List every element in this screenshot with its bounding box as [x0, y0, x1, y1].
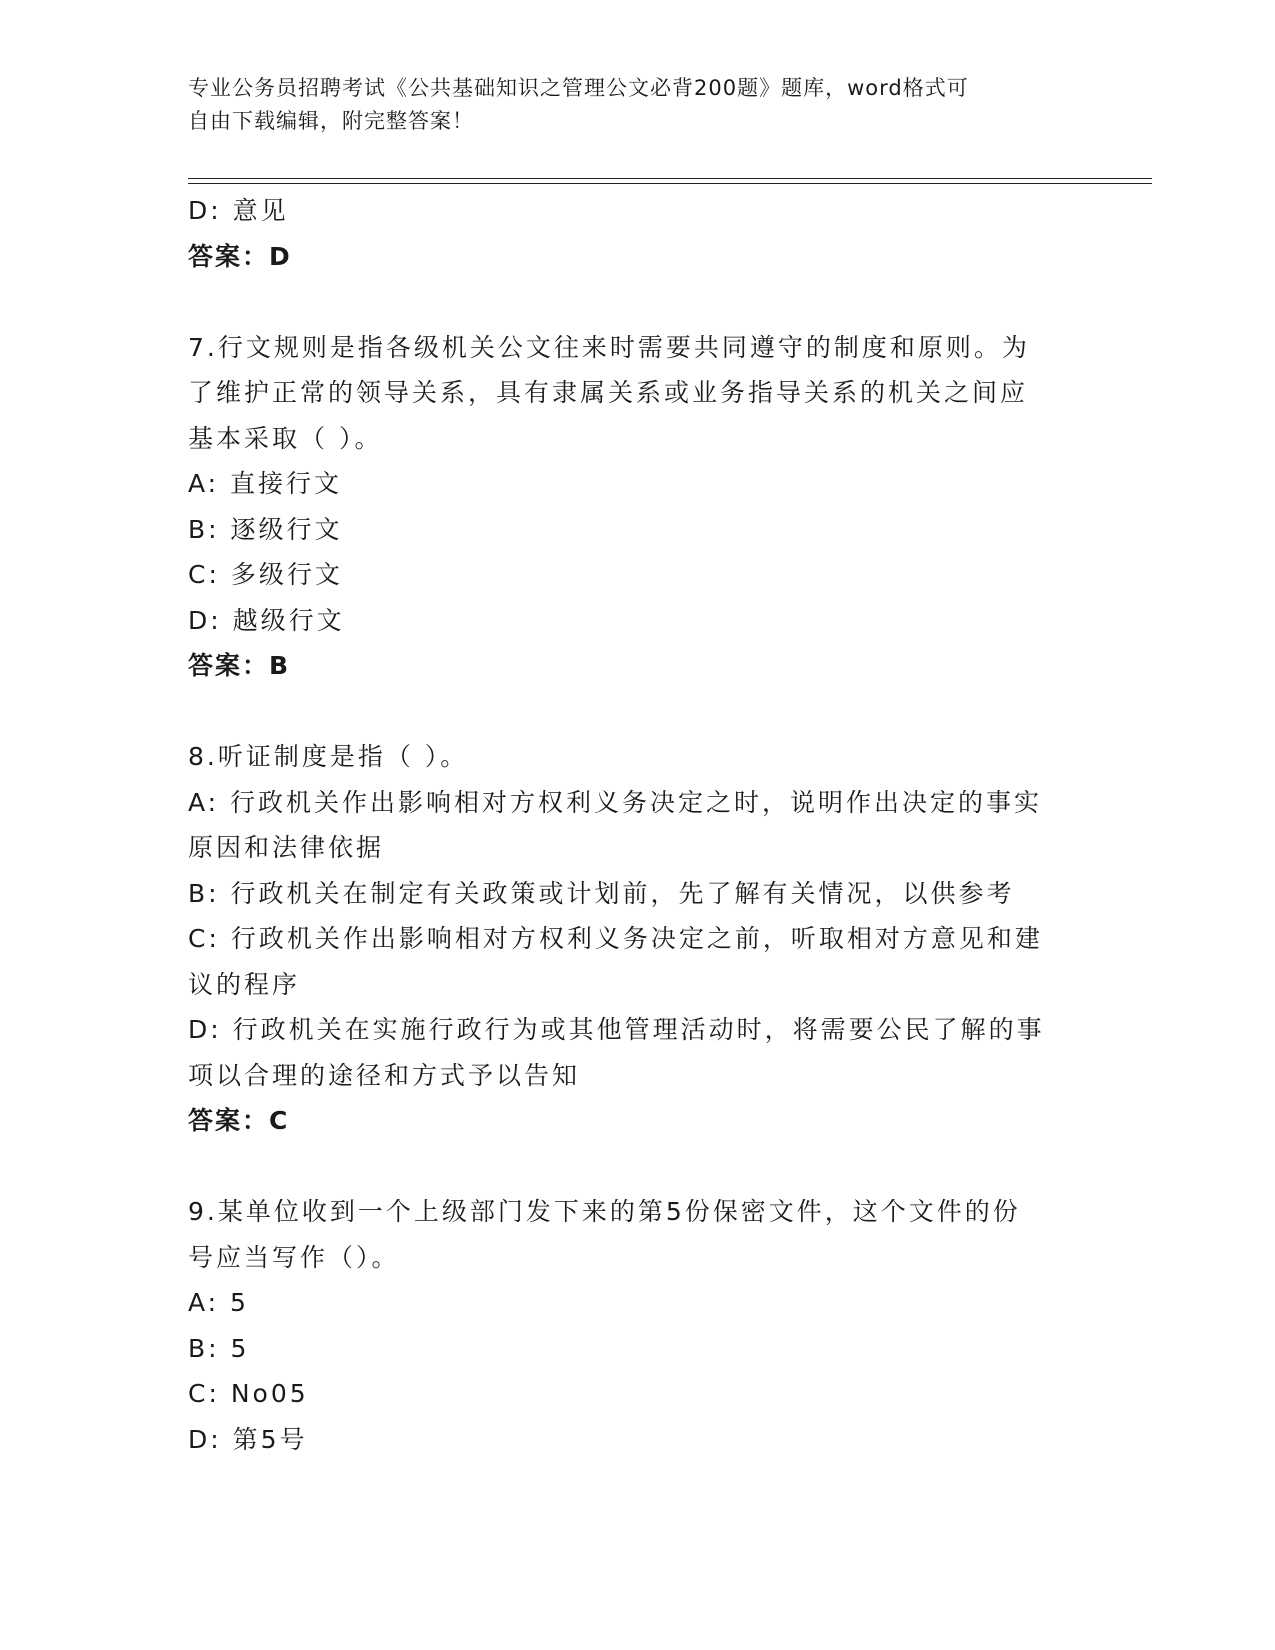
document-header [188, 72, 1068, 138]
option-b: B: 5 [188, 1333, 250, 1363]
option-a-continued: 原因和法律依据 [188, 833, 385, 862]
option-c: C: No05 [188, 1379, 309, 1408]
spacer [188, 279, 1088, 325]
header-line-2: 自由下载编辑，附完整答案！ [188, 109, 474, 133]
answer-line: 答案：D [188, 241, 292, 271]
question-list [188, 188, 1088, 1462]
question-stem: 了维护正常的领导关系，具有隶属关系或业务指导关系的机关之间应 [188, 378, 1029, 407]
spacer [188, 689, 1088, 735]
question-stem: 号应当写作（）。 [188, 1242, 400, 1272]
option-d: D: 意见 [188, 196, 289, 225]
question-9 [188, 1189, 1088, 1462]
option-d: D: 行政机关在实施行政行为或其他管理活动时，将需要公民了解的事 [188, 1015, 1045, 1044]
question-stem: 7.行文规则是指各级机关公文往来时需要共同遵守的制度和原则。为 [188, 332, 1030, 362]
option-b: B: 逐级行文 [188, 514, 343, 544]
question-stem: 9.某单位收到一个上级部门发下来的第5份保密文件，这个文件的份 [188, 1197, 1021, 1226]
question-stem: 基本采取（ ）。 [188, 423, 383, 453]
previous-question-tail [188, 188, 1088, 279]
option-a: A: 5 [188, 1288, 249, 1317]
answer-line: 答案：B [188, 651, 291, 680]
option-c: C: 多级行文 [188, 560, 343, 589]
question-8 [188, 734, 1088, 1144]
option-b: B: 行政机关在制定有关政策或计划前，先了解有关情况，以供参考 [188, 878, 1015, 908]
option-d-continued: 项以合理的途径和方式予以告知 [188, 1060, 581, 1090]
header-line-1: 专业公务员招聘考试《公共基础知识之管理公文必背200题》题库，word格式可 [188, 76, 969, 100]
option-c-continued: 议的程序 [188, 969, 301, 999]
option-a: A: 行政机关作出影响相对方权利义务决定之时，说明作出决定的事实 [188, 787, 1043, 817]
answer-line: 答案：C [188, 1106, 290, 1135]
question-7 [188, 325, 1088, 689]
option-d: D: 第5号 [188, 1424, 308, 1454]
spacer [188, 1144, 1088, 1190]
option-a: A: 直接行文 [188, 469, 343, 498]
option-d: D: 越级行文 [188, 605, 345, 635]
question-stem: 8.听证制度是指（ ）。 [188, 742, 469, 771]
header-divider [188, 178, 1152, 184]
option-c: C: 行政机关作出影响相对方权利义务决定之前，听取相对方意见和建 [188, 924, 1043, 953]
